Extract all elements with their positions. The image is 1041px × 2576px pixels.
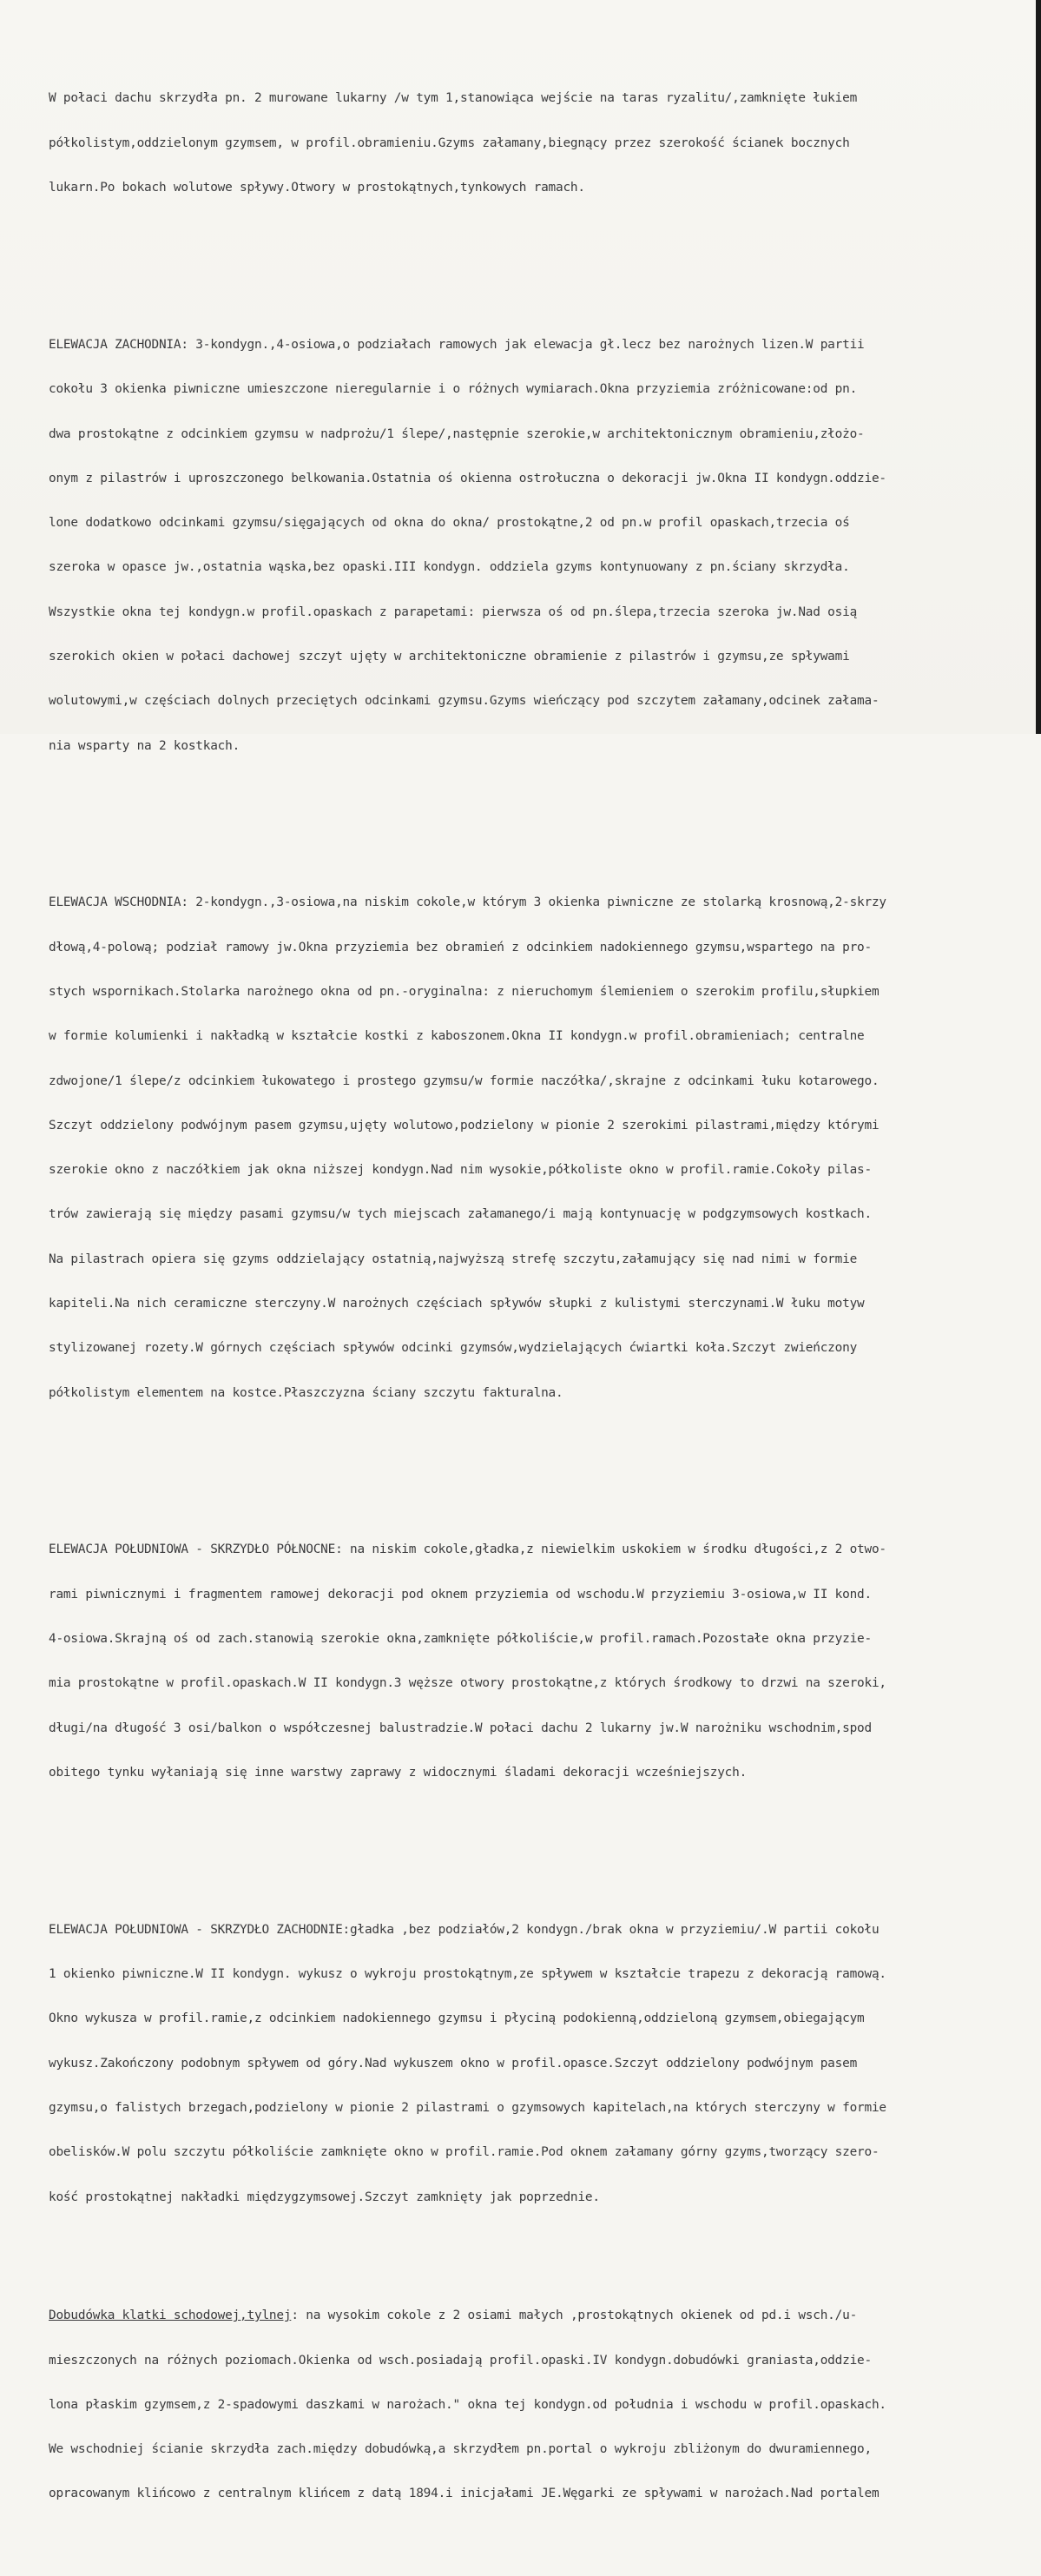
text-line: obitego tynku wyłaniają się inne warstwy zaprawy z widocznymi śladami dekoracji wcześniejszych. [49, 1765, 748, 1780]
text-line: Na pilastrach opiera się gzyms oddzielający ostatnią,najwyższą strefę szczytu,załamujący się nad nimi w formie [49, 1252, 858, 1266]
text-line: kość prostokątnej nakładki międzygzymsowej.Szczyt zamknięty jak poprzednie. [49, 2190, 600, 2204]
text-line: W połaci dachu skrzydła pn. 2 murowane lukarny /w tym 1,stanowiąca wejście na taras ryzalitu/,zamknięte łukiem [49, 91, 858, 106]
text-line: cokołu 3 okienka piwniczne umieszczone nieregularnie i o różnych wymiarach.Okna przyziemia zróżnicowane:od pn. [49, 382, 858, 397]
text-line: Wszystkie okna tej kondygn.w profil.opaskach z parapetami: pierwsza oś od pn.ślepa,trzecia szeroka jw.Nad osią [49, 604, 858, 619]
text-line: lona płaskim gzymsem,z 2-spadowymi daszkami w narożach." okna tej kondygn.od południa i wschodu w profil.opaskach. [49, 2397, 886, 2412]
text-line: półkolistym elementem na kostce.Płaszczyzna ściany szczytu fakturalna. [49, 1385, 563, 1400]
text-line: onym z pilastrów i uproszczonego belkowania.Ostatnia oś okienna ostrołuczna o dekoracji jw.Okna II kondygn.oddzie- [49, 471, 886, 485]
typewritten-text [49, 17, 1038, 2576]
text-line: ELEWACJA ZACHODNIA: 3-kondygn.,4-osiowa,o podziałach ramowych jak elewacja gł.lecz bez narożnych lizen.W partii [49, 337, 865, 352]
text-line: dłową,4-polową; podział ramowy jw.Okna przyziemia bez obramień z odcinkiem nadokiennego gzymsu,wspartego na pro- [49, 940, 872, 954]
paragraph-elewacja-wschodnia [49, 866, 1038, 1430]
text-line: ELEWACJA POŁUDNIOWA - SKRZYDŁO PÓŁNOCNE: na niskim cokole,gładka,z niewielkim uskokiem w środku długości,z 2 otwo- [49, 1542, 886, 1557]
text-line: wykusz.Zakończony podobnym spływem od góry.Nad wykuszem okno w profil.opasce.Szczyt oddzielony podwójnym pasem [49, 2056, 858, 2071]
text-line: ELEWACJA POŁUDNIOWA - SKRZYDŁO ZACHODNIE:gładka ,bez podziałów,2 kondygn./brak okna w przyziemiu/.W partii cokołu [49, 1922, 880, 1937]
text-line: długi/na długość 3 osi/balkon o współczesnej balustradzie.W połaci dachu 2 lukarny jw.W narożniku wschodnim,spod [49, 1721, 872, 1735]
text-line: mieszczonych na różnych poziomach.Okienka od wsch.posiadają profil.opaski.IV kondygn.dobudówki graniasta,oddzie- [49, 2353, 872, 2368]
text-line: obelisków.W polu szczytu półkoliście zamknięte okno w profil.ramie.Pod oknem załamany górny gzyms,tworzący szero- [49, 2145, 880, 2160]
text-line [49, 2308, 1038, 2323]
text-line: trów zawierają się między pasami gzymsu/w tych miejscach załamanego/i mają kontynuację w podgzymsowych kostkach. [49, 1207, 872, 1222]
text-line: kapiteli.Na nich ceramiczne sterczyny.W narożnych częściach spływów słupki z kulistymi sterczynami.W łuku motyw [49, 1296, 865, 1311]
text-line: stych wspornikach.Stolarka narożnego okna od pn.-oryginalna: z nieruchomym ślemieniem o szerokim profilu,słupkiem [49, 985, 880, 999]
text-line: nia wsparty na 2 kostkach. [49, 738, 240, 753]
text-segment: : na wysokim cokole z 2 osiami małych ,prostokątnych okienek od pd.i wsch./u- [291, 2308, 858, 2323]
text-line: opracowanym klińcowo z centralnym klińcem z datą 1894.i inicjałami JE.Węgarki ze spływami w narożach.Nad portalem [49, 2487, 880, 2501]
text-line: Okno wykusza w profil.ramie,z odcinkiem nadokiennego gzymsu i płyciną podokienną,oddzieloną gzymsem,obiegającym [49, 2011, 865, 2026]
text-line: szerokie okno z naczółkiem jak okna niższej kondygn.Nad nim wysokie,półkoliste okno w profil.ramie.Cokoły pilas- [49, 1163, 872, 1178]
paragraph-intro [49, 62, 1038, 225]
paragraph-elewacja-zachodnia [49, 308, 1038, 783]
text-line: Szczyt oddzielony podwójnym pasem gzymsu,ujęty wolutowo,podzielony w pionie 2 szerokimi pilastrami,między którymi [49, 1118, 880, 1133]
text-line: gzymsu,o falistych brzegach,podzielony w pionie 2 pilastrami o gzymsowych kapitelach,na których sterczyny w formie [49, 2100, 886, 2115]
text-line: 1 okienko piwniczne.W II kondygn. wykusz o wykroju prostokątnym,ze spływem w kształcie trapezu z dekoracją ramową. [49, 1967, 886, 1982]
text-line: rami piwnicznymi i fragmentem ramowej dekoracji pod oknem przyziemia od wschodu.W przyziemiu 3-osiowa,w II kond. [49, 1587, 872, 1602]
paragraph-dobudowka [49, 2279, 1038, 2532]
section-heading: Dobudówka klatki schodowej,tylnej [49, 2308, 292, 2323]
text-line: szeroka w opasce jw.,ostatnia wąska,bez opaski.III kondygn. oddziela gzyms kontynuowany z pn.ściany skrzydła. [49, 560, 850, 575]
text-line: szerokich okien w połaci dachowej szczyt ujęty w architektoniczne obramienie z pilastrów i gzymsu,ze spływami [49, 649, 850, 664]
text-line: lone dodatkowo odcinkami gzymsu/sięgających od okna do okna/ prostokątne,2 od pn.w profil opaskach,trzecia oś [49, 516, 850, 531]
text-line: stylizowanej rozety.W górnych częściach spływów odcinki gzymsów,wydzielających ćwiartki koła.Szczyt zwieńczony [49, 1341, 858, 1356]
text-line: półkolistym,oddzielonym gzymsem, w profil.obramieniu.Gzyms załamany,biegnący przez szerokość ścianek bocznych [49, 135, 850, 150]
paragraph-elewacja-poludniowa-polnocne [49, 1513, 1038, 1810]
text-line: wolutowymi,w częściach dolnych przeciętych odcinkami gzymsu.Gzyms wieńczący pod szczytem załamany,odcinek załama- [49, 694, 880, 709]
text-line: mia prostokątne w profil.opaskach.W II kondygn.3 węższe otwory prostokątne,z których środkowy to drzwi na szeroki, [49, 1676, 886, 1691]
paragraph-elewacja-poludniowa-zachodnie [49, 1893, 1038, 2235]
text-line: zdwojone/1 ślepe/z odcinkiem łukowatego i prostego gzymsu/w formie naczółka/,skrajne z odcinkami łuku kotarowego. [49, 1073, 880, 1088]
page-edge-shadow [1036, 0, 1041, 734]
text-line: ELEWACJA WSCHODNIA: 2-kondygn.,3-osiowa,na niskim cokole,w którym 3 okienka piwniczne ze stolarką krosnową,2-skrzy [49, 895, 886, 910]
text-line: We wschodniej ścianie skrzydła zach.między dobudówką,a skrzydłem pn.portal o wykroju zbliżonym do dwuramiennego, [49, 2442, 872, 2457]
text-line: dwa prostokątne z odcinkiem gzymsu w nadprożu/1 ślepe/,następnie szerokie,w architektonicznym obramieniu,złożo- [49, 426, 865, 441]
text-line: w formie kolumienki i nakładką w kształcie kostki z kaboszonem.Okna II kondygn.w profil.obramieniach; centralne [49, 1029, 865, 1044]
text-line: lukarn.Po bokach wolutowe spływy.Otwory w prostokątnych,tynkowych ramach. [49, 181, 585, 195]
text-line: 4-osiowa.Skrajną oś od zach.stanowią szerokie okna,zamknięte półkoliście,w profil.ramach.Pozostałe okna przyzie- [49, 1632, 872, 1647]
